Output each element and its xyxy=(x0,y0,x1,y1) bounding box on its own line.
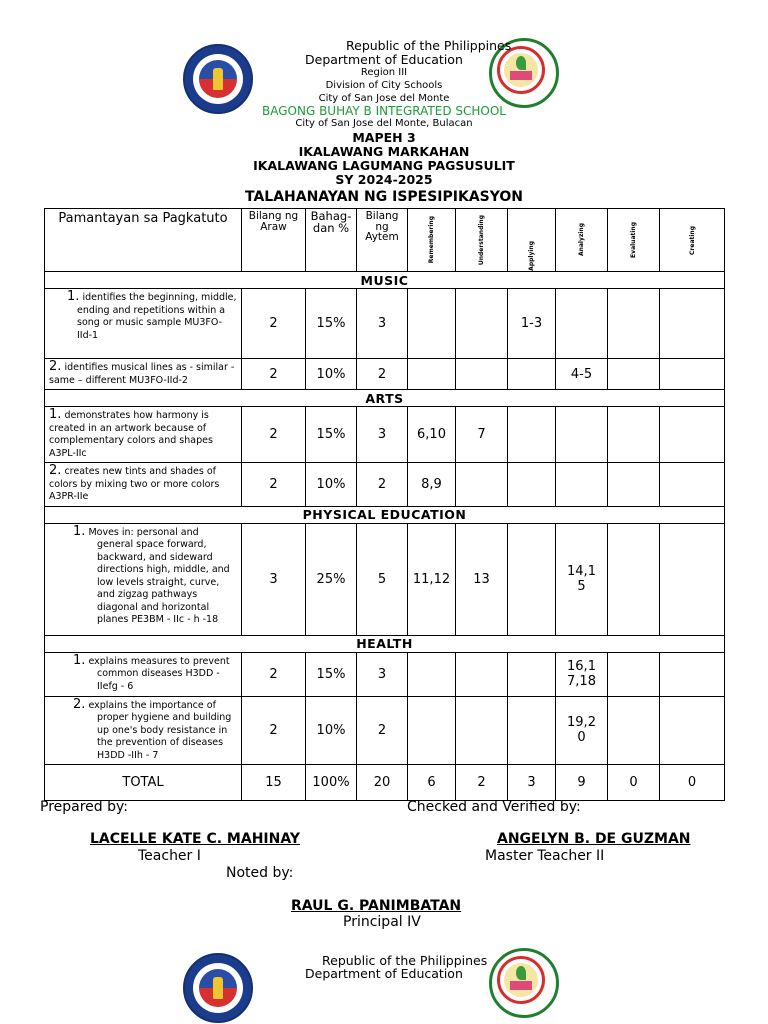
header-competency: Pamantayan sa Pagkatuto xyxy=(45,209,242,272)
table-row: 1. identifies the beginning, middle, ending and repetitions within a song or music sample MU3FO-IId-1 2 15% 3 1-3 xyxy=(45,289,725,359)
table-row: 1. demonstrates how harmony is created in an artwork because of complementary colors and shapes A3PL-IIc 2 15% 3 6,10 7 xyxy=(45,407,725,463)
page-title: TALAHANAYAN NG ISPESIPIKASYON xyxy=(244,189,524,205)
table-row: 1. explains measures to prevent common diseases H3DD -IIefg - 6 2 15% 3 16,17,18 xyxy=(45,652,725,696)
school-name: BAGONG BUHAY B INTEGRATED SCHOOL xyxy=(262,104,506,118)
header-evaluating: Evaluating xyxy=(630,222,637,258)
total-row: TOTAL 15 100% 20 6 2 3 9 0 0 xyxy=(45,765,725,801)
quarter-title: IKALAWANG MARKAHAN xyxy=(298,144,470,159)
section-arts: ARTS xyxy=(45,390,725,407)
school-seal-icon xyxy=(489,948,559,1018)
header-analyzing: Analyzing xyxy=(578,223,585,257)
header-remembering: Remembering xyxy=(428,216,435,264)
deped-seal-icon xyxy=(183,953,253,1023)
table-header-row xyxy=(45,209,725,272)
footer-republic-text: Republic of the Philippines xyxy=(322,953,488,968)
header-creating: Creating xyxy=(688,225,696,255)
city-text: City of San Jose del Monte xyxy=(318,93,450,104)
table-row: 2. creates new tints and shades of colors by mixing two or more colors A3PR-IIe 2 10% 2 8,9 xyxy=(45,463,725,507)
header-applying: Applying xyxy=(528,241,535,271)
header-items: Bilang ng Aytem xyxy=(357,209,408,272)
footer-department-text: Department of Education xyxy=(305,966,463,981)
principal-title: Principal IV xyxy=(343,914,421,930)
prepared-label: Prepared by: xyxy=(40,799,128,815)
header-days: Bilang ng Araw xyxy=(242,209,306,272)
principal-name: RAUL G. PANIMBATAN xyxy=(291,898,462,914)
address-text: City of San Jose del Monte, Bulacan xyxy=(295,118,473,129)
checked-label: Checked and Verified by: xyxy=(407,799,581,815)
department-text: Department of Education xyxy=(305,52,463,67)
header-percent: Bahag-dan % xyxy=(306,209,357,272)
teacher-title: Teacher I xyxy=(138,848,201,864)
table-row: 1. Moves in: personal and general space forward, backward, and sideward directions high, middle, and low levels straight, curve, and zigzag pathways diagonal and horizontal planes PE3BM - IIc - h -18 3 25% 5 11,12 13 14,15 xyxy=(45,523,725,635)
exam-title: IKALAWANG LAGUMANG PAGSUSULIT xyxy=(253,158,515,173)
specification-table xyxy=(44,208,725,801)
republic-text: Republic of the Philippines xyxy=(346,38,512,53)
noted-label: Noted by: xyxy=(226,865,294,881)
master-teacher-name: ANGELYN B. DE GUZMAN xyxy=(497,831,691,847)
total-label: TOTAL xyxy=(45,765,242,801)
section-physical-education: PHYSICAL EDUCATION xyxy=(45,506,725,523)
subject-title: MAPEH 3 xyxy=(352,130,416,145)
teacher-name: LACELLE KATE C. MAHINAY xyxy=(90,831,300,847)
division-text: Division of City Schools xyxy=(325,80,443,91)
region-text: Region III xyxy=(360,67,408,78)
table-row: 2. explains the importance of proper hygiene and building up one's body resistance in the prevention of diseases H3DD -IIh - 7 2 10% 2 19,20 xyxy=(45,696,725,765)
section-health: HEALTH xyxy=(45,635,725,652)
section-music: MUSIC xyxy=(45,272,725,289)
school-year: SY 2024-2025 xyxy=(335,172,433,187)
header-understanding: Understanding xyxy=(478,214,485,266)
master-teacher-title: Master Teacher II xyxy=(485,848,605,864)
table-row: 2. identifies musical lines as - similar - same – different MU3FO-IId-2 2 10% 2 4-5 xyxy=(45,359,725,390)
